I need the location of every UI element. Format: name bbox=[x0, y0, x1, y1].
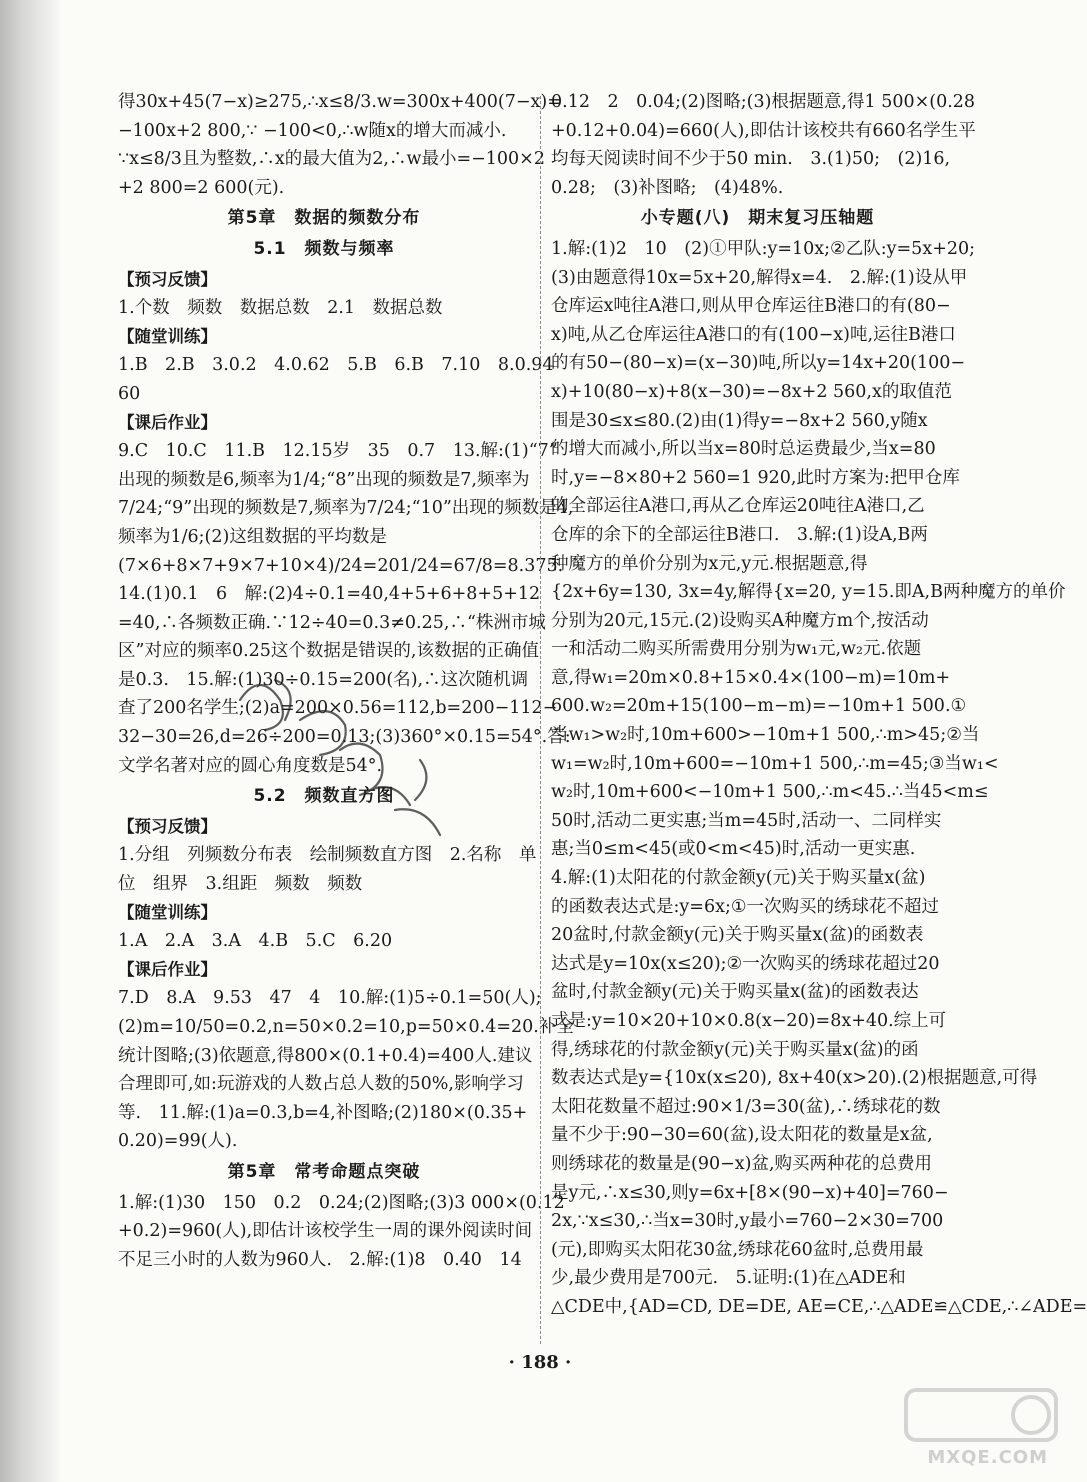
text-line: ∵x≤8/3且为整数,∴x的最大值为2,∴w最小=−100×2 bbox=[118, 149, 545, 170]
text-line: 60 bbox=[118, 383, 141, 404]
section-heading: 5.2 频数直方图 bbox=[253, 786, 395, 807]
text-line: w₂时,10m+600<−10m+1 500,∴m<45.∴当45<m≤ bbox=[551, 782, 989, 803]
text-line: △CDE中,{AD=CD, DE=DE, AE=CE,∴△ADE≌△CDE,∴∠ADE= bbox=[551, 1296, 1087, 1317]
text-line: 盆时,付款金额y(元)关于购买量x(盆)的函数表达 bbox=[551, 982, 919, 1003]
text-line: 的有50−(80−x)=(x−30)吨,所以y=14x+20(100− bbox=[551, 353, 966, 374]
text-line: 1.分组 列频数分布表 绘制频数直方图 2.名称 单 bbox=[118, 845, 537, 866]
right-column bbox=[551, 88, 1087, 1322]
section-heading: 第5章 数据的频数分布 bbox=[227, 208, 421, 229]
left-column bbox=[118, 88, 574, 1274]
text-line: 是0.3. 15.解:(1)30÷0.15=200(名),∴这次随机调 bbox=[118, 669, 529, 690]
section-tag: 【随堂训练】 bbox=[118, 902, 217, 922]
text-line: 种魔方的单价分别为x元,y元.根据题意,得 bbox=[551, 553, 868, 574]
text-line: 的函数表达式是:y=6x;①一次购买的绣球花不超过 bbox=[551, 896, 940, 917]
text-line: 查了200名学生;(2)a=200×0.56=112,b=200−112− bbox=[118, 698, 558, 719]
text-line: 区”对应的频率0.25这个数据是错误的,该数据的正确值 bbox=[118, 641, 539, 662]
text-line: (2)m=10/50=0.2,n=50×0.2=10,p=50×0.4=20.补全 bbox=[118, 1017, 574, 1037]
text-line: 出现的频数是6,频率为1/4;“8”出现的频数是7,频率为 bbox=[118, 469, 530, 490]
text-line: 等. 11.解:(1)a=0.3,b=4,补图略;(2)180×(0.35+ bbox=[118, 1102, 528, 1123]
text-line: 围是30≤x≤80.(2)由(1)得y=−8x+2 560,y随x bbox=[551, 410, 928, 431]
text-line: =40,∴各频数正确.∵12÷40=0.3≠0.25,∴“株洲市城 bbox=[118, 612, 546, 633]
text-line: w₁=w₂时,10m+600=−10m+1 500,∴m=45;③当w₁< bbox=[551, 753, 999, 774]
text-line: +0.2)=960(人),即估计该校学生一周的课外阅读时间 bbox=[118, 1221, 533, 1242]
section-tag: 【随堂训练】 bbox=[118, 326, 217, 346]
text-line: 1.个数 频数 数据总数 2.1 数据总数 bbox=[118, 298, 443, 319]
text-line: 文学名著对应的圆心角度数是54°. bbox=[118, 755, 383, 776]
text-line: {2x+6y=130, 3x=4y,解得{x=20, y=15.即A,B两种魔方的单价 bbox=[551, 582, 1066, 603]
text-line: (7×6+8×7+9×7+10×4)/24=201/24=67/8=8.375. bbox=[118, 555, 564, 576]
text-line: 位 组界 3.组距 频数 频数 bbox=[118, 874, 363, 895]
text-line: 14.(1)0.1 6 解:(2)4÷0.1=40,4+5+6+8+5+12 bbox=[118, 584, 541, 605]
section-heading: 小专题(八) 期末复习压轴题 bbox=[640, 208, 875, 229]
section-tag: 【课后作业】 bbox=[118, 412, 217, 432]
text-line: 9.C 10.C 11.B 12.15岁 35 0.7 13.解:(1)“7” bbox=[118, 441, 558, 462]
text-line: 50时,活动二更实惠;当m=45时,活动一、二同样实 bbox=[551, 810, 942, 831]
watermark-text: MXQE.COM bbox=[927, 1447, 1048, 1468]
section-tag: 【预习反馈】 bbox=[118, 269, 217, 289]
text-line: 4.解:(1)太阳花的付款金额y(元)关于购买量x(盆) bbox=[551, 868, 926, 889]
text-line: 的增大而减小,所以当x=80时总运费最少,当x=80 bbox=[551, 439, 936, 460]
text-line: 1.解:(1)30 150 0.2 0.24;(2)图略;(3)3 000×(0.12 bbox=[118, 1192, 565, 1213]
text-line: 少,最少费用是700元. 5.证明:(1)在△ADE和 bbox=[551, 1268, 906, 1289]
text-line: 是y元,∴x≤30,则y=6x+[8×(90−x)+40]=760− bbox=[551, 1182, 949, 1203]
text-line: 惠;当0≤m<45(或0<m<45)时,活动一更实惠. bbox=[551, 839, 916, 860]
text-line: 1.A 2.A 3.A 4.B 5.C 6.20 bbox=[118, 931, 393, 952]
text-line: 太阳花数量不超过:90×1/3=30(盆),∴绣球花的数 bbox=[551, 1096, 941, 1117]
text-line: 得,绣球花的付款金额y(元)关于购买量x(盆)的函 bbox=[551, 1039, 919, 1060]
watermark-logo bbox=[866, 1384, 1066, 1474]
text-line: 量不少于:90−30=60(盆),设太阳花的数量是x盆, bbox=[551, 1125, 933, 1146]
column-divider bbox=[540, 96, 541, 1344]
text-line: 意,得w₁=20m×0.8+15×0.4×(100−m)=10m+ bbox=[551, 667, 951, 688]
text-line: (3)由题意得10x=5x+20,解得x=4. 2.解:(1)设从甲 bbox=[551, 267, 968, 288]
text-line: 分别为20元,15元.(2)设购买A种魔方m个,按活动 bbox=[551, 610, 929, 631]
text-line: 仓库运x吨往A港口,则从甲仓库运往B港口的有(80− bbox=[551, 296, 951, 317]
scan-shadow-edge bbox=[0, 0, 62, 1482]
text-line: 仓库的余下的全部运往B港口. 3.解:(1)设A,B两 bbox=[551, 524, 928, 545]
text-line: −100x+2 800,∵ −100<0,∴w随x的增大而减小. bbox=[118, 120, 507, 141]
text-line: 时,y=−8×80+2 560=1 920,此时方案为:把甲仓库 bbox=[551, 467, 960, 488]
text-line: 则绣球花的数量是(90−x)盆,购买两种花的总费用 bbox=[551, 1153, 933, 1174]
text-line: 1.B 2.B 3.0.2 4.0.62 5.B 6.B 7.10 8.0.94 bbox=[118, 355, 554, 376]
text-line: 1.解:(1)2 10 (2)①甲队:y=10x;②乙队:y=5x+20; bbox=[551, 238, 976, 259]
text-line: +2 800=2 600(元). bbox=[118, 177, 285, 198]
page-number: · 188 · bbox=[508, 1352, 572, 1373]
text-line: 统计图略;(3)依题意,得800×(0.1+0.4)=400人.建议 bbox=[118, 1045, 533, 1066]
text-line: 一和活动二购买所需费用分别为w₁元,w₂元.依题 bbox=[551, 639, 922, 660]
text-line: 7.D 8.A 9.53 47 4 10.解:(1)5÷0.1=50(人); bbox=[118, 988, 542, 1009]
text-line: 合理即可,如:玩游戏的人数占总人数的50%,影响学习 bbox=[118, 1074, 524, 1095]
section-tag: 【课后作业】 bbox=[118, 959, 217, 979]
text-line: 20盆时,付款金额y(元)关于购买量x(盆)的函数表 bbox=[551, 925, 924, 946]
section-heading: 5.1 频数与频率 bbox=[253, 238, 395, 259]
text-line: x)吨,从乙仓库运往A港口的有(100−x)吨,运往B港口 bbox=[551, 324, 956, 345]
text-line: 0.12 2 0.04;(2)图略;(3)根据题意,得1 500×(0.28 bbox=[551, 92, 976, 112]
text-line: 得30x+45(7−x)≥275,∴x≤8/3.w=300x+400(7−x)= bbox=[118, 92, 562, 112]
text-line: 0.20)=99(人). bbox=[118, 1131, 238, 1152]
text-line: 式是:y=10×20+10×0.8(x−20)=8x+40.综上可 bbox=[551, 1011, 947, 1031]
text-line: 当w₁>w₂时,10m+600>−10m+1 500,∴m>45;②当 bbox=[551, 725, 980, 746]
text-line: 的全部运往A港口,再从乙仓库运20吨往A港口,乙 bbox=[551, 496, 925, 517]
text-line: x)+10(80−x)+8(x−30)=−8x+2 560,x的取值范 bbox=[551, 381, 952, 402]
text-line: 600.w₂=20m+15(100−m−m)=−10m+1 500.① bbox=[551, 696, 967, 717]
text-line: 数表达式是y={10x(x≤20), 8x+40(x>20).(2)根据题意,可得 bbox=[551, 1068, 1038, 1089]
text-line: 0.28; (3)补图略; (4)48%. bbox=[551, 177, 784, 198]
text-line: 均每天阅读时间不少于50 min. 3.(1)50; (2)16, bbox=[551, 149, 951, 170]
text-line: +0.12+0.04)=660(人),即估计该校共有660名学生平 bbox=[551, 120, 976, 141]
text-line: 32−30=26,d=26÷200=0.13;(3)360°×0.15=54°.答: bbox=[118, 727, 571, 748]
text-line: 2x,∵x≤30,∴当x=30时,y最小=760−2×30=700 bbox=[551, 1211, 944, 1232]
text-line: 不足三小时的人数为960人. 2.解:(1)8 0.40 14 bbox=[118, 1249, 522, 1270]
section-heading: 第5章 常考命题点突破 bbox=[227, 1161, 421, 1182]
section-tag: 【预习反馈】 bbox=[118, 816, 217, 836]
text-line: 达式是y=10x(x≤20);②一次购买的绣球花超过20 bbox=[551, 953, 940, 974]
text-line: 频率为1/6;(2)这组数据的平均数是 bbox=[118, 526, 387, 547]
text-line: 7/24;“9”出现的频数是7,频率为7/24;“10”出现的频数是4, bbox=[118, 498, 574, 519]
text-line: (元),即购买太阳花30盆,绣球花60盆时,总费用最 bbox=[551, 1239, 924, 1260]
